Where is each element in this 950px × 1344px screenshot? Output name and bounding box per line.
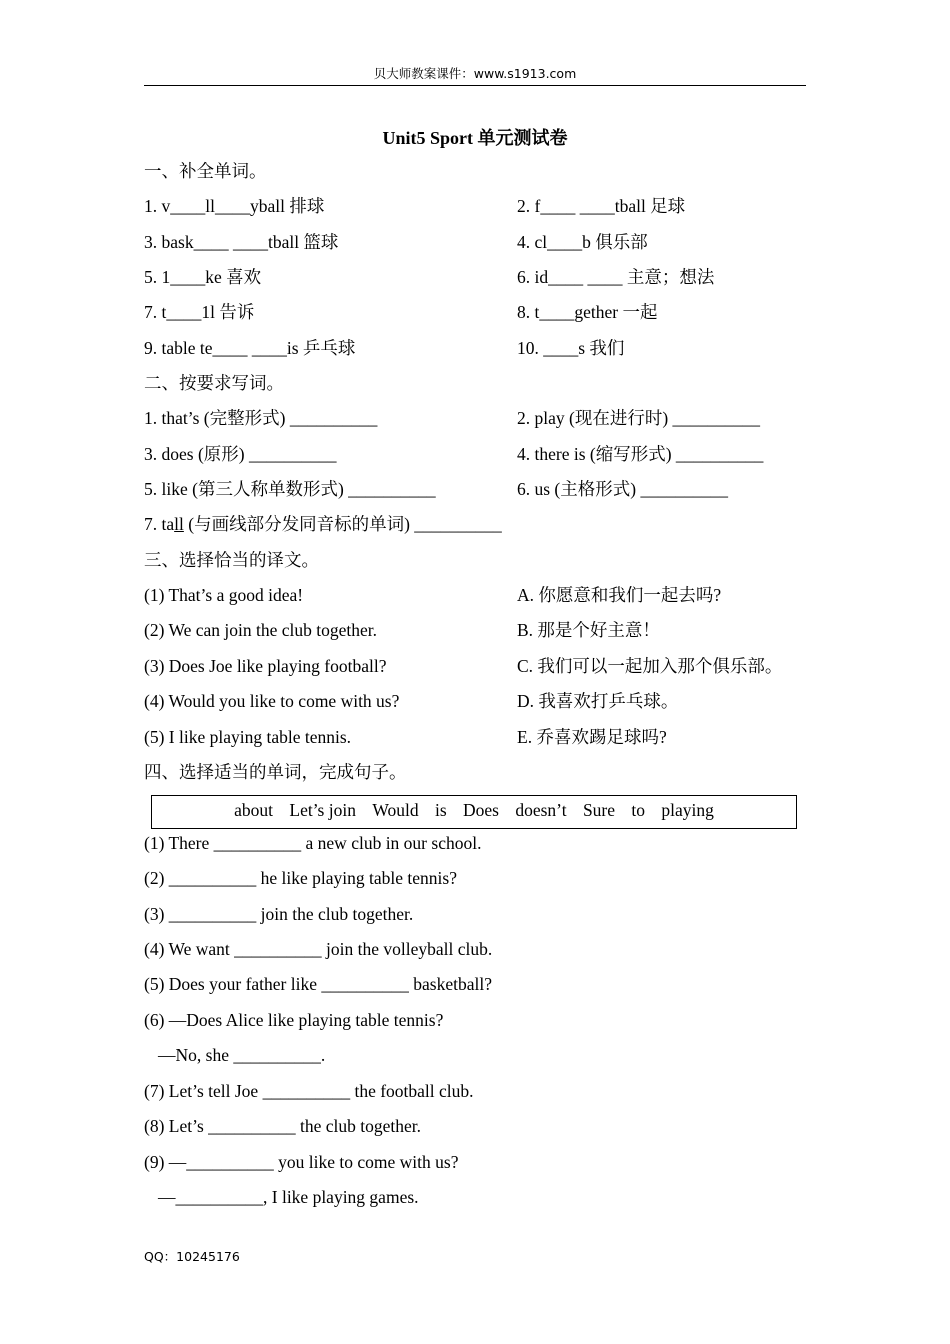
s4-item-4: (4) We want __________ join the volleyball club. [144,939,493,959]
s2-item-5: 5. like (第三人称单数形式) __________ [144,479,436,499]
s1-item-1: 1. v____ll____yball 排球 [144,196,325,216]
s3-sentence-4: (4) Would you like to come with us? [144,691,400,711]
s4-item-6: (6) —Does Alice like playing table tennis? [144,1010,444,1030]
word-bank-item: Sure [582,800,616,820]
word-bank-item: Let’s join [289,800,356,820]
s4-item-1: (1) There __________ a new club in our school. [144,833,482,853]
s2-item-1: 1. that’s (完整形式) __________ [144,408,378,428]
s4-item-9: (9) —__________ you like to come with us? [144,1152,459,1172]
s3-translation-d: D. 我喜欢打乒乓球。 [517,691,679,711]
s2-item-7 [144,512,502,536]
s2-item-3: 3. does (原形) __________ [144,444,337,464]
section3-heading: 三、选择恰当的译文。 [144,550,319,570]
s2-item-7-post: (与画线部分发同音标的单词) __________ [183,514,502,534]
header-rule [144,85,806,86]
s1-item-3: 3. bask____ ____tball 篮球 [144,232,339,252]
s2-item-6: 6. us (主格形式) __________ [517,479,728,499]
s3-sentence-5: (5) I like playing table tennis. [144,727,352,747]
s3-translation-b: B. 那是个好主意！ [517,620,660,640]
s3-sentence-2: (2) We can join the club together. [144,620,377,640]
s3-translation-e: E. 乔喜欢踢足球吗? [517,727,667,747]
word-bank-item: doesn’t [515,800,567,820]
section2-heading: 二、按要求写词。 [144,373,284,393]
s4-item-9-answer: —__________, I like playing games. [158,1187,419,1207]
section4-heading: 四、选择适当的单词，完成句子。 [144,762,407,782]
page-title: Unit5 Sport 单元测试卷 [382,128,568,148]
s2-item-2: 2. play (现在进行时) __________ [517,408,761,428]
word-bank-item: is [434,800,447,820]
page-header: 贝大师教案课件：www.s1913.com [373,66,577,81]
s4-item-8: (8) Let’s __________ the club together. [144,1116,422,1136]
s1-item-6: 6. id____ ____ 主意；想法 [517,267,715,287]
page-footer: QQ：10245176 [144,1249,240,1264]
s3-translation-c: C. 我们可以一起加入那个俱乐部。 [517,656,783,676]
word-bank-item: Would [372,800,419,820]
s1-item-9: 9. table te____ ____is 乒乓球 [144,338,356,358]
s4-item-2: (2) __________ he like playing table tennis? [144,868,457,888]
s3-sentence-3: (3) Does Joe like playing football? [144,656,387,676]
s3-translation-a: A. 你愿意和我们一起去吗? [517,585,722,605]
s2-item-7-pre: 7. ta [144,514,175,534]
s1-item-4: 4. cl____b 俱乐部 [517,232,648,252]
s3-sentence-1: (1) That’s a good idea! [144,585,304,605]
s4-item-6-answer: —No, she __________. [158,1045,326,1065]
s4-item-7: (7) Let’s tell Joe __________ the football club. [144,1081,474,1101]
s1-item-8: 8. t____gether 一起 [517,302,658,322]
word-bank-item: about [234,800,273,820]
s4-item-3: (3) __________ join the club together. [144,904,414,924]
section1-heading: 一、补全单词。 [144,161,267,181]
s1-item-7: 7. t____1l 告诉 [144,302,255,322]
s1-item-5: 5. 1____ke 喜欢 [144,267,262,287]
s1-item-10: 10. ____s 我们 [517,338,625,358]
s1-item-2: 2. f____ ____tball 足球 [517,196,686,216]
s2-item-7-underlined: ll [174,514,184,534]
s2-item-4: 4. there is (缩写形式) __________ [517,444,764,464]
word-bank-item: to [631,800,646,820]
word-bank-item: playing [661,800,714,820]
s4-item-5: (5) Does your father like __________ basketball? [144,974,492,994]
word-bank-box [151,795,797,829]
word-bank-item: Does [463,800,499,820]
